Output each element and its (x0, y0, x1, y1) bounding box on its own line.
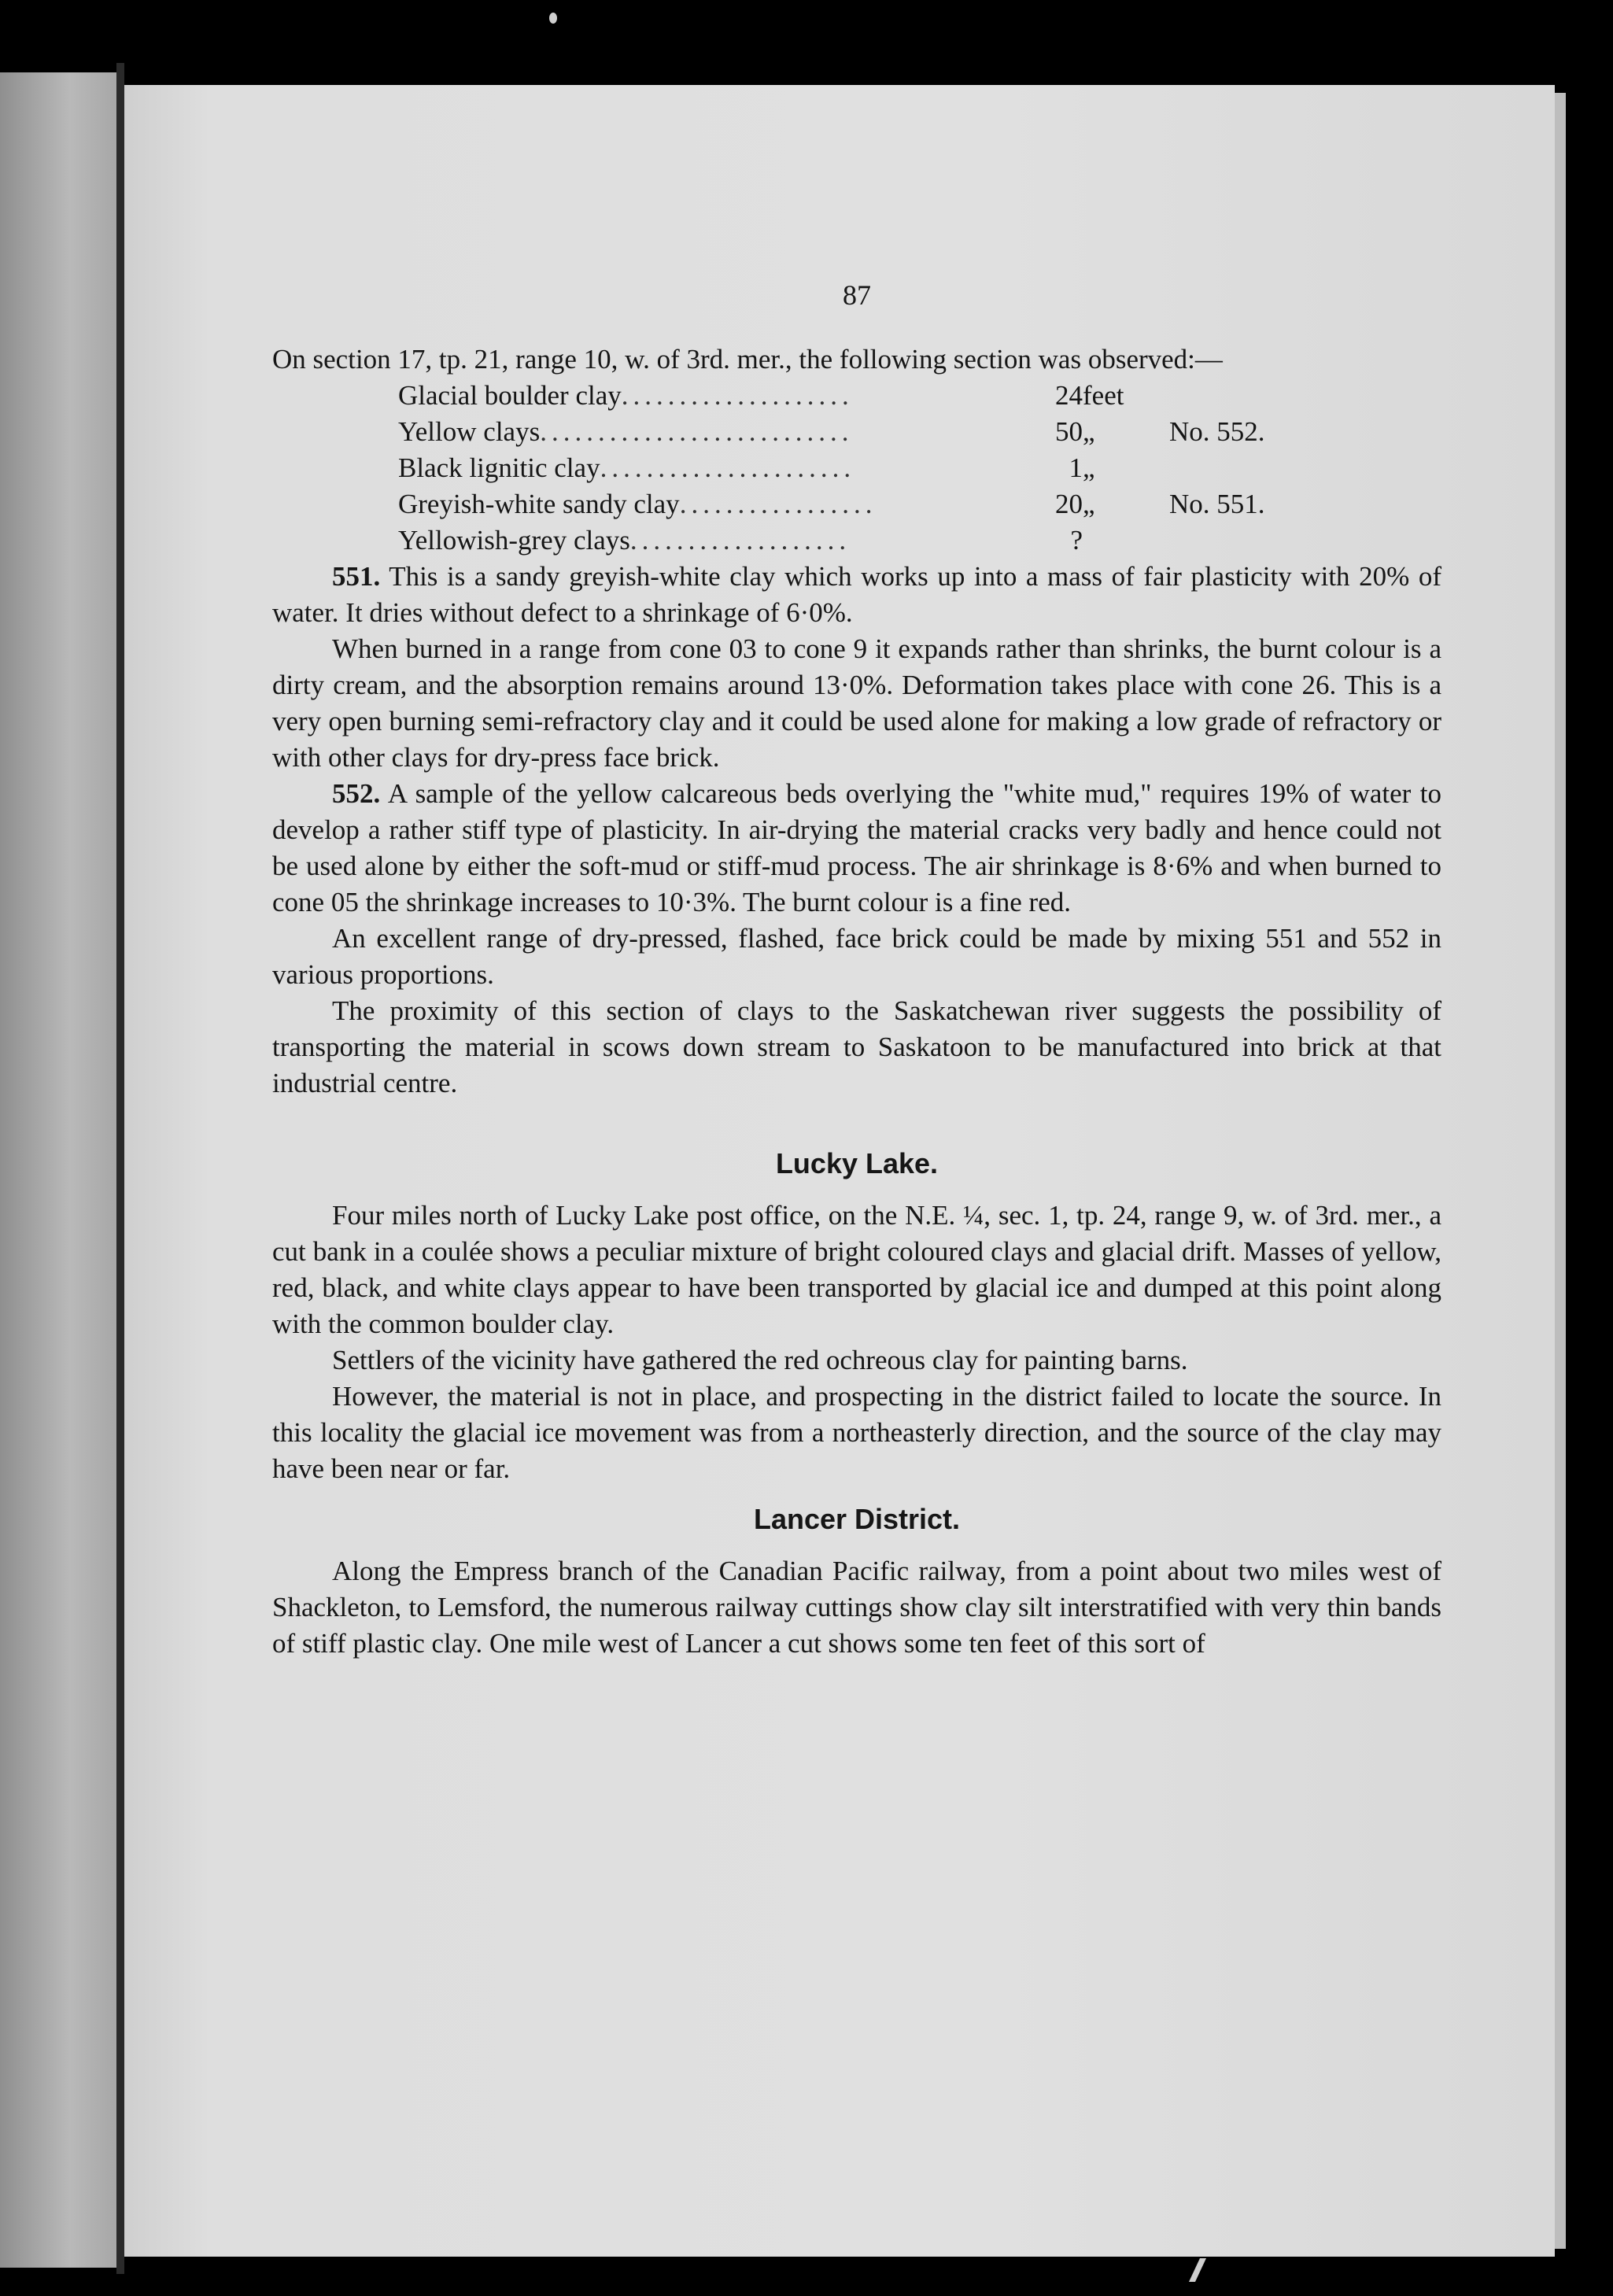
paragraph-552 (272, 776, 1441, 921)
layer-unit: „ (1083, 416, 1095, 447)
layer-name: Yellowish-grey clays (398, 525, 630, 556)
page-right-edge (1555, 93, 1566, 2249)
layer-thickness: 20 (1055, 489, 1083, 519)
layer-unit (1083, 522, 1169, 559)
layer-sample: No. 551. (1169, 489, 1265, 519)
section-intro: On section 17, tp. 21, range 10, w. of 3rd. mer., the following section was observed:— (272, 344, 1223, 375)
paragraph-551 (272, 559, 1441, 631)
leader-dots: ................. (679, 489, 877, 519)
paragraph-lucky-1: Four miles north of Lucky Lake post office, on the N.E. ¼, sec. 1, tp. 24, range 9, w. of 3rd. mer., a cut bank in a coulée shows a peculiar mixture of bright coloured clays and glacial drift. Masses of yellow, red, black, and white clays appear to have been transported by glacial ice and dumped at this point along with the common boulder clay. (272, 1200, 1441, 1339)
leader-dots: ........................... (540, 416, 854, 447)
section-row (398, 414, 1342, 450)
book-gutter (116, 63, 124, 2274)
document-page (124, 85, 1555, 2257)
section-row (398, 378, 1342, 414)
paragraph-551-text: This is a sandy greyish-white clay which works up into a mass of fair plasticity with 20% of water. It dries without defect to a shrinkage of 6·0%. (272, 561, 1441, 628)
layer-name-cell (398, 522, 1028, 559)
paragraph-552-text: A sample of the yellow calcareous beds overlying the "white mud," requires 19% of water to develop a rather stiff type of plasticity. In air-drying the material cracks very badly and hence could not be used alone by either the soft-mud or stiff-mud process. The air shrinkage is 8·6% and when burned to cone 05 the shrinkage increases to 10·3%. The burnt colour is a fine red. (272, 778, 1441, 917)
section-row (398, 486, 1342, 522)
layer-sample (1169, 378, 1342, 414)
layer-sample: No. 552. (1169, 416, 1265, 447)
layer-thickness: 50 (1055, 416, 1083, 447)
heading-lancer-district: Lancer District. (753, 1503, 961, 1535)
scan-mark (1189, 2258, 1206, 2282)
layer-name: Greyish-white sandy clay (398, 489, 680, 519)
paragraph-dry-pressed: An excellent range of dry-pressed, flashed, face brick could be made by mixing 551 and 552 in various proportions. (272, 923, 1441, 990)
layer-thickness: 24 (1055, 380, 1083, 411)
layer-name-cell (398, 414, 1028, 450)
layer-sample (1169, 450, 1342, 486)
layer-thickness: 1 (1069, 452, 1083, 483)
layer-name-cell (398, 378, 1028, 414)
layer-name: Black lignitic clay (398, 452, 600, 483)
section-row (398, 522, 1342, 559)
section-table (398, 378, 1342, 559)
layer-unit: „ (1083, 452, 1095, 483)
layer-thickness: ? (1070, 525, 1083, 556)
section-row (398, 450, 1342, 486)
heading-lucky-lake: Lucky Lake. (775, 1147, 939, 1179)
sample-number-552: 552. (332, 778, 381, 809)
layer-sample (1169, 522, 1342, 559)
page-number: 87 (843, 279, 871, 311)
leader-dots: ................... (629, 525, 851, 556)
layer-unit: „ (1083, 489, 1095, 519)
scan-speck (549, 13, 557, 24)
layer-name: Yellow clays (398, 416, 541, 447)
leader-dots: .................... (621, 380, 854, 411)
page-body (272, 341, 1441, 1662)
sample-number-551: 551. (332, 561, 381, 592)
facing-page-edge (0, 72, 116, 2268)
leader-dots: ...................... (600, 452, 856, 483)
layer-unit: feet (1083, 380, 1124, 411)
layer-name-cell (398, 450, 1028, 486)
paragraph-proximity: The proximity of this section of clays to the Saskatchewan river suggests the possibility of transporting the material in scows down stream to Saskatoon to be manufactured into brick at that industrial centre. (272, 995, 1441, 1098)
paragraph-lucky-3: However, the material is not in place, and prospecting in the district failed to locate the source. In this locality the glacial ice movement was from a northeasterly direction, and the source of the clay may have been near or far. (272, 1381, 1441, 1484)
paragraph-lancer-1: Along the Empress branch of the Canadian Pacific railway, from a point about two miles west of Shackleton, to Lemsford, the numerous railway cuttings show clay silt interstratified with very thin bands of stiff plastic clay. One mile west of Lancer a cut shows some ten feet of this sort of (272, 1556, 1441, 1659)
layer-name: Glacial boulder clay (398, 380, 622, 411)
paragraph-lucky-2: Settlers of the vicinity have gathered the red ochreous clay for painting barns. (332, 1345, 1188, 1375)
layer-name-cell (398, 486, 1028, 522)
paragraph-551-burning: When burned in a range from cone 03 to cone 9 it expands rather than shrinks, the burnt colour is a dirty cream, and the absorption remains around 13·0%. Deformation takes place with cone 26. This is a very open burning semi-refractory clay and it could be used alone for making a low grade of refractory or with other clays for dry-press face brick. (272, 633, 1441, 773)
